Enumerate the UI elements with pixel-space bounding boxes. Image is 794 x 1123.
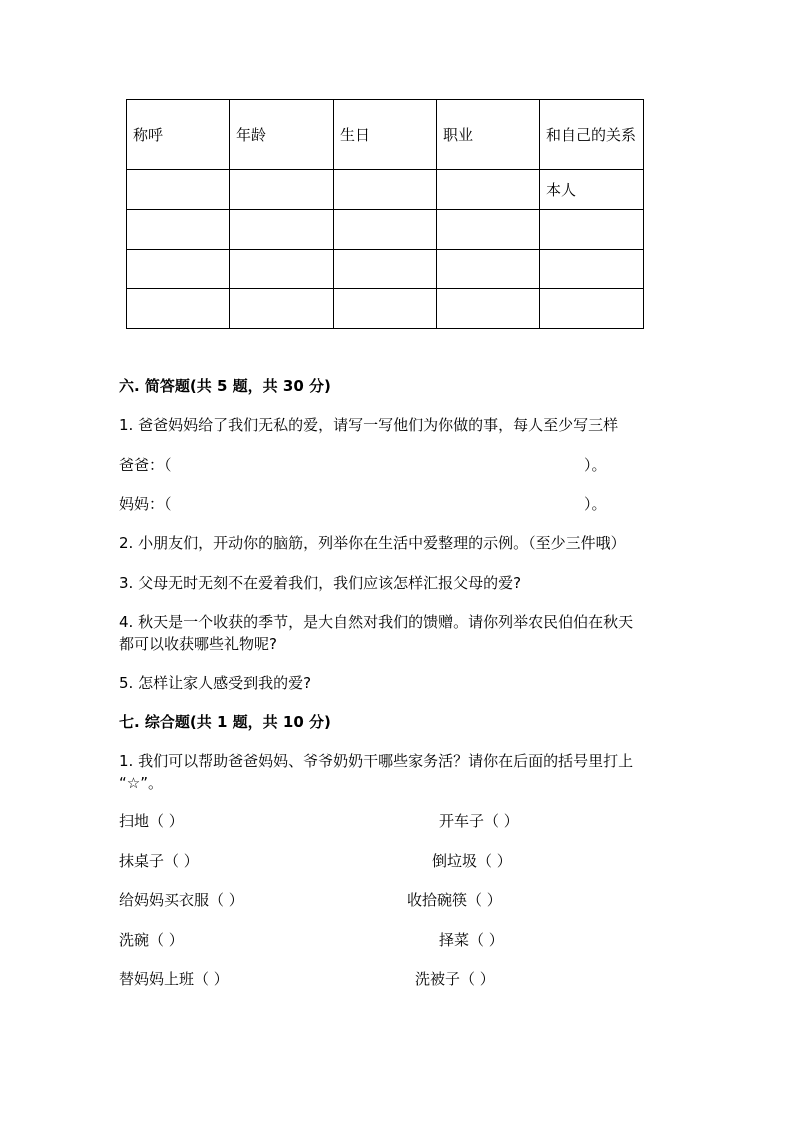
- question-6-4-line2: 都可以收获哪些礼物呢?: [119, 635, 277, 653]
- mom-answer-field[interactable]: [196, 494, 576, 514]
- question-6-1: 1. 爸爸妈妈给了我们无私的爱，请写一写他们为你做的事，每人至少写三样: [119, 416, 619, 434]
- table-cell[interactable]: [127, 170, 230, 210]
- mom-label: 妈妈：（: [119, 495, 172, 513]
- chore-buy-clothes-for-mom[interactable]: 给妈妈买衣服（ ）: [119, 891, 244, 909]
- table-cell[interactable]: [127, 209, 230, 249]
- section-7-title: 七. 综合题(共 1 题，共 10 分): [119, 713, 331, 731]
- table-cell[interactable]: [437, 170, 540, 210]
- header-cell: 职业: [437, 100, 540, 170]
- table-cell[interactable]: [437, 289, 540, 329]
- table-cell[interactable]: [334, 209, 437, 249]
- chore-clear-dishes[interactable]: 收拾碗筷（ ）: [407, 891, 502, 909]
- dad-label: 爸爸：（: [119, 456, 172, 474]
- table-cell[interactable]: [334, 170, 437, 210]
- section-6-title: 六. 简答题(共 5 题，共 30 分): [119, 377, 331, 395]
- family-info-table: [126, 99, 644, 329]
- table-cell[interactable]: [230, 209, 334, 249]
- table-cell[interactable]: [334, 249, 437, 289]
- table-cell: 本人: [540, 170, 644, 210]
- question-7-1-line2: “☆”。: [119, 774, 163, 792]
- table-cell[interactable]: [230, 170, 334, 210]
- chore-wash-dishes[interactable]: 洗碗（ ）: [119, 931, 184, 949]
- table-cell[interactable]: [127, 249, 230, 289]
- table-cell[interactable]: [127, 289, 230, 329]
- chore-sweep-floor[interactable]: 扫地（ ）: [119, 812, 184, 830]
- header-cell: 和自己的关系: [540, 100, 644, 170]
- dad-answer-field[interactable]: [196, 455, 576, 475]
- table-cell[interactable]: [437, 209, 540, 249]
- chore-drive-car[interactable]: 开车子（ ）: [439, 812, 519, 830]
- chore-wipe-table[interactable]: 抹桌子（ ）: [119, 852, 199, 870]
- question-6-3: 3. 父母无时无刻不在爱着我们，我们应该怎样汇报父母的爱?: [119, 574, 522, 592]
- chore-go-to-work-for-mom[interactable]: 替妈妈上班（ ）: [119, 970, 229, 988]
- table-cell[interactable]: [230, 289, 334, 329]
- table-cell[interactable]: [334, 289, 437, 329]
- question-6-5: 5. 怎样让家人感受到我的爱?: [119, 674, 312, 692]
- table-cell[interactable]: [540, 289, 644, 329]
- table-cell[interactable]: [540, 209, 644, 249]
- table-header-row: [127, 100, 644, 170]
- header-cell: 年龄: [230, 100, 334, 170]
- table-row: [127, 249, 644, 289]
- header-cell: 生日: [334, 100, 437, 170]
- dad-close: ）。: [584, 456, 607, 474]
- question-6-4-line1: 4. 秋天是一个收获的季节，是大自然对我们的馈赠。请你列举农民伯伯在秋天: [119, 613, 634, 631]
- table-cell[interactable]: [437, 249, 540, 289]
- table-cell[interactable]: [230, 249, 334, 289]
- question-7-1-line1: 1. 我们可以帮助爸爸妈妈、爷爷奶奶干哪些家务活？请你在后面的括号里打上: [119, 752, 634, 770]
- header-cell: 称呼: [127, 100, 230, 170]
- mom-close: ）。: [584, 495, 607, 513]
- table-cell[interactable]: [540, 249, 644, 289]
- table-row: [127, 289, 644, 329]
- table-row: [127, 209, 644, 249]
- question-6-2: 2. 小朋友们，开动你的脑筋，列举你在生活中爱整理的示例。（至少三件哦）: [119, 534, 626, 552]
- table-row: [127, 170, 644, 210]
- chore-pick-vegetables[interactable]: 择菜（ ）: [439, 931, 504, 949]
- chore-take-out-trash[interactable]: 倒垃圾（ ）: [432, 852, 512, 870]
- chore-wash-quilt[interactable]: 洗被子（ ）: [415, 970, 495, 988]
